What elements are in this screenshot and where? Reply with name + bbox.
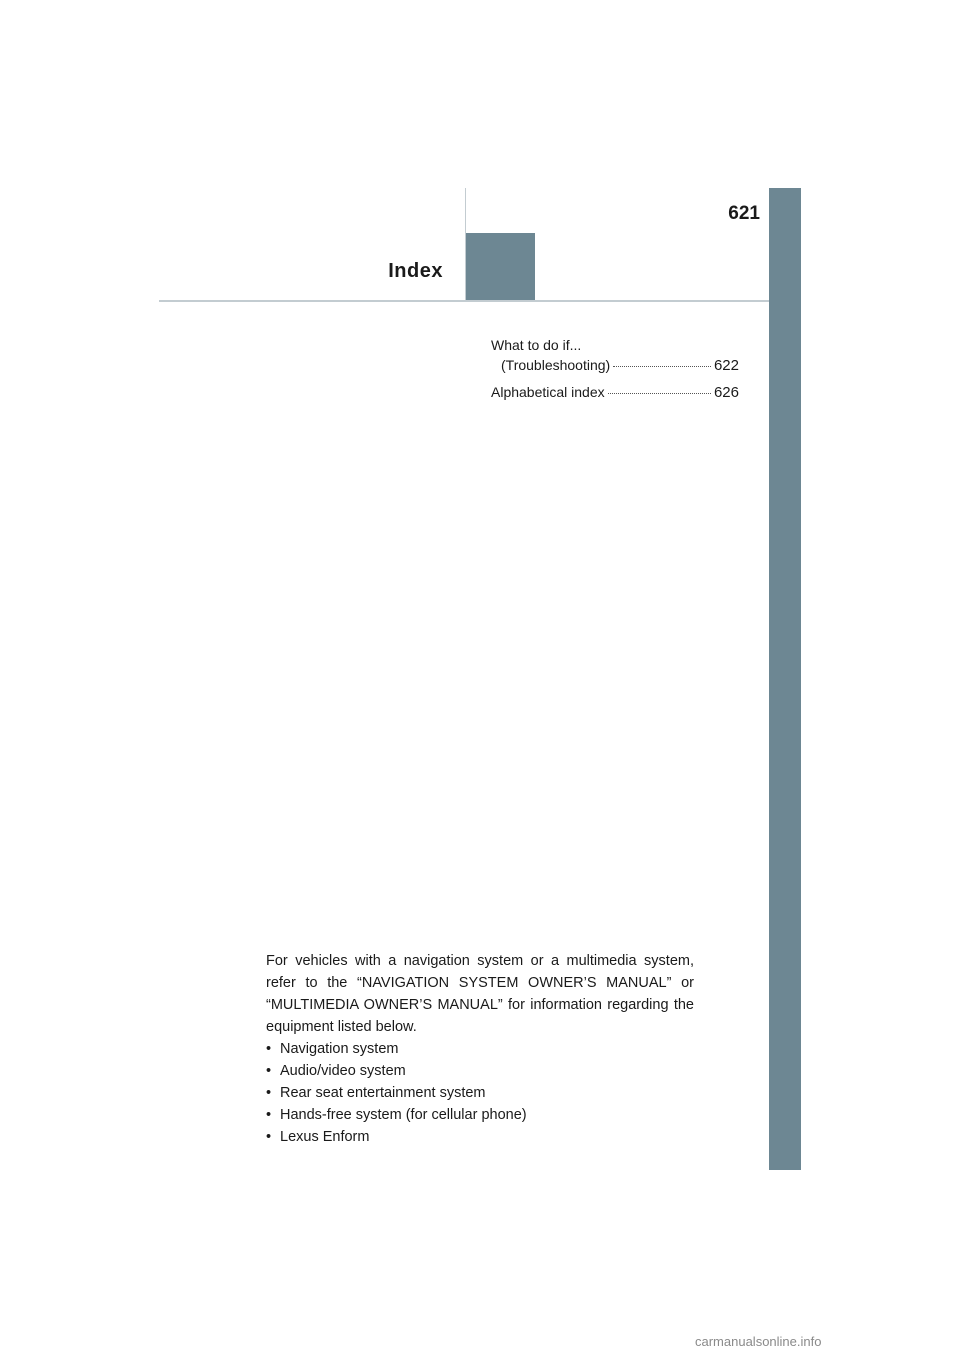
header-rule	[159, 300, 769, 302]
table-of-contents	[491, 335, 739, 409]
note-text: For vehicles with a navigation system or a multimedia system, refer to the “NAVIGATION SYSTEM OWNER’S MANUAL” or “MULTIMEDIA OWNER’S MANUAL” for information regarding the equipment listed below.	[266, 953, 694, 1035]
toc-leader	[613, 366, 711, 367]
watermark: carmanualsonline.info	[695, 1334, 822, 1349]
bullet-icon: •	[266, 1063, 272, 1079]
section-block	[466, 233, 535, 301]
toc-leader	[608, 393, 711, 394]
bullet-icon: •	[266, 1107, 272, 1123]
list-item: • Rear seat entertainment system	[266, 1082, 694, 1104]
list-item: • Audio/video system	[266, 1060, 694, 1082]
equipment-list	[266, 1038, 694, 1148]
bullet-icon: •	[266, 1085, 272, 1101]
bullet-icon: •	[266, 1129, 272, 1145]
list-item: • Navigation system	[266, 1038, 694, 1060]
side-tab	[769, 188, 801, 1170]
navigation-note	[266, 950, 694, 1148]
toc-entry-troubleshooting[interactable]	[491, 335, 739, 376]
toc-entry-label: What to do if...	[491, 337, 582, 353]
toc-entry-page: 622	[713, 357, 739, 374]
toc-entry-label: Alphabetical index	[491, 384, 605, 400]
toc-entry-alphabetical-index[interactable]	[491, 382, 739, 403]
toc-entry-page: 626	[713, 384, 739, 401]
bullet-icon: •	[266, 1041, 272, 1057]
toc-entry-label-cont: (Troubleshooting)	[501, 357, 611, 373]
page-number: 621	[728, 203, 760, 224]
list-item: • Lexus Enform	[266, 1126, 694, 1148]
section-title: Index	[388, 260, 443, 282]
list-item: • Hands-free system (for cellular phone)	[266, 1104, 694, 1126]
